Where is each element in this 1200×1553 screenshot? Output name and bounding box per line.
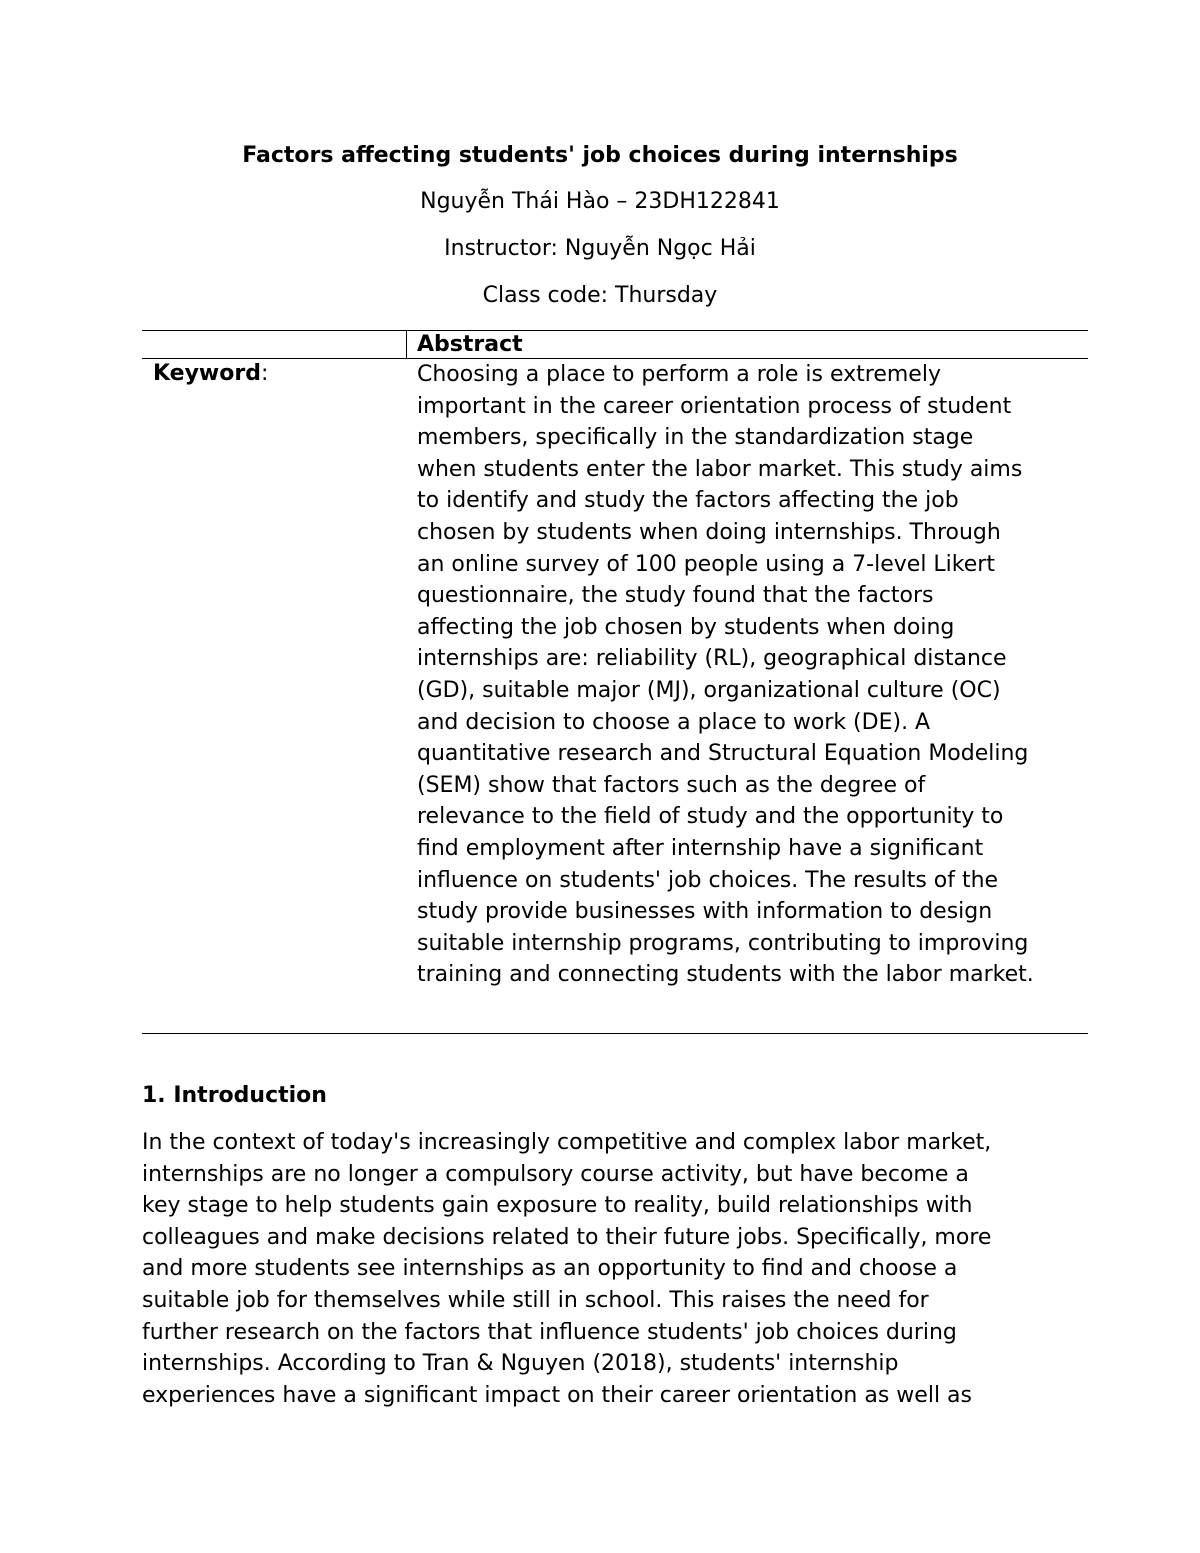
instructor-line: Instructor: Nguyễn Ngọc Hải (444, 236, 756, 261)
introduction-heading: 1. Introduction (142, 1083, 327, 1108)
abstract-top-rule (142, 330, 1088, 331)
keyword-colon: : (260, 361, 269, 386)
class-code-line: Class code: Thursday (482, 283, 718, 308)
abstract-bottom-rule (142, 1033, 1088, 1034)
document-title: Factors affecting students' job choices during internships (242, 143, 958, 168)
introduction-body: In the context of today's increasingly competitive and complex labor market, internships are no longer a compulsory course activity, but have become a key stage to help students gain exposure to reality, build relationships with colleagues and make decisions related to their future jobs. Specifically, more and more students see internships as an opportunity to find and choose a suitable job for themselves while still in school. This raises the need for further research on the factors that influence students' job choices during internships. According to Tran & Nguyen (2018), students' internship experiences have a significant impact on their career orientation as well as (142, 1130, 992, 1408)
keyword-label (153, 359, 268, 389)
abstract-heading: Abstract (417, 332, 523, 357)
author-line: Nguyễn Thái Hào – 23DH122841 (420, 189, 780, 214)
keyword-label-text: Keyword (153, 361, 261, 386)
abstract-heading-divider (406, 331, 407, 359)
abstract-body: Choosing a place to perform a role is extremely important in the career orientation process of student members, specifically in the standardization stage when students enter the labor market. This study aims to identify and study the factors affecting the job chosen by students when doing internships. Through an online survey of 100 people using a 7-level Likert questionnaire, the study found that the factors affecting the job chosen by students when doing internships are: reliability (RL), geographical distance (GD), suitable major (MJ), organizational culture (OC) and decision to choose a place to work (DE). A quantitative research and Structural Equation Modeling (SEM) show that factors such as the degree of relevance to the field of study and the opportunity to find employment after internship have a significant influence on students' job choices. The results of the study provide businesses with information to design suitable internship programs, contributing to improving training and connecting students with the labor market. (417, 362, 1034, 988)
